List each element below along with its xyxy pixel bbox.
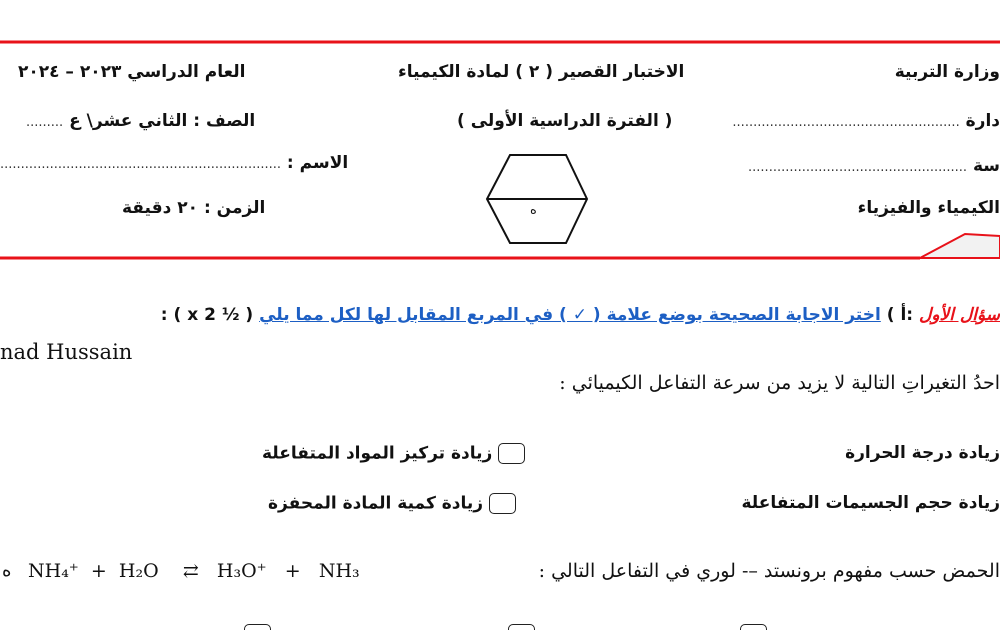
option-1c-label: زيادة حجم الجسيمات المتفاعلة [741, 493, 1000, 513]
header-frame [0, 0, 1000, 270]
academic-year: العام الدراسي ٢٠٢٣ – ٢٠٢٤ [18, 62, 246, 82]
option-1a[interactable] [845, 443, 1000, 463]
option-2c-checkbox[interactable] [740, 624, 767, 630]
school-text: سة [972, 156, 1000, 176]
option-1d-label: زيادة كمية المادة المحفزة [268, 493, 484, 514]
grade-text: الصف : الثاني عشر\ ع [69, 111, 256, 131]
option-1d[interactable] [268, 493, 516, 514]
question-title-line [161, 305, 1000, 325]
school-label: سة ..................................................... [748, 156, 1000, 176]
question-item-1: احدُ التغيراتِ التالية لا يزيد من سرعة التفاعل الكيميائي : [559, 372, 1000, 394]
reaction-equation: NH₄⁺ + H₂O ⇄ H₃O⁺ + NH₃ [28, 560, 360, 582]
question-score: ( ½ x 2 ) : [160, 305, 254, 325]
page-curl-shape [920, 234, 1000, 258]
option-2b-checkbox[interactable] [508, 624, 535, 630]
option-2a-checkbox[interactable] [244, 624, 271, 630]
name-label: الاسم : [286, 153, 349, 173]
author-name: nad Hussain [0, 340, 133, 364]
ministry-label: وزارة التربية [894, 62, 1000, 82]
item-2-tail: ه [2, 560, 12, 581]
question-item-2: الحمض حسب مفهوم برونستد –- لوري في التفاعل التالي : [538, 560, 1000, 582]
grade-label: الصف : الثاني عشر\ ع ......... [26, 111, 256, 131]
question-number: سؤال الأول [919, 305, 1000, 325]
directorate-label: دارة ....................................................... [732, 111, 1000, 131]
option-1d-checkbox[interactable] [489, 493, 516, 514]
question-instruction: اختر الاجابة الصحيحة بوضع علامة ( ✓ ) في المربع المقابل لها لكل مما يلي [259, 305, 881, 325]
option-1c[interactable] [742, 493, 1000, 513]
option-1b-checkbox[interactable] [498, 443, 525, 464]
option-1b[interactable] [262, 443, 525, 464]
name-field[interactable]: الاسم : .................................................................... [0, 153, 349, 173]
directorate-text: دارة [965, 111, 1000, 131]
option-1b-label: زيادة تركيز المواد المتفاعلة [262, 443, 493, 464]
time-label: الزمن : ٢٠ دقيقة [122, 198, 266, 218]
emblem-label: ە [530, 203, 537, 218]
exam-title: الاختبار القصير ( ٢ ) لمادة الكيمياء [398, 62, 685, 82]
exam-period: ( الفترة الدراسية الأولى ) [457, 111, 673, 131]
option-2-checkbox-row [0, 620, 1000, 630]
option-1a-label: زيادة درجة الحرارة [845, 443, 1000, 463]
department-label: الكيمياء والفيزياء [857, 198, 1000, 218]
question-part: :أ ) [886, 305, 914, 325]
